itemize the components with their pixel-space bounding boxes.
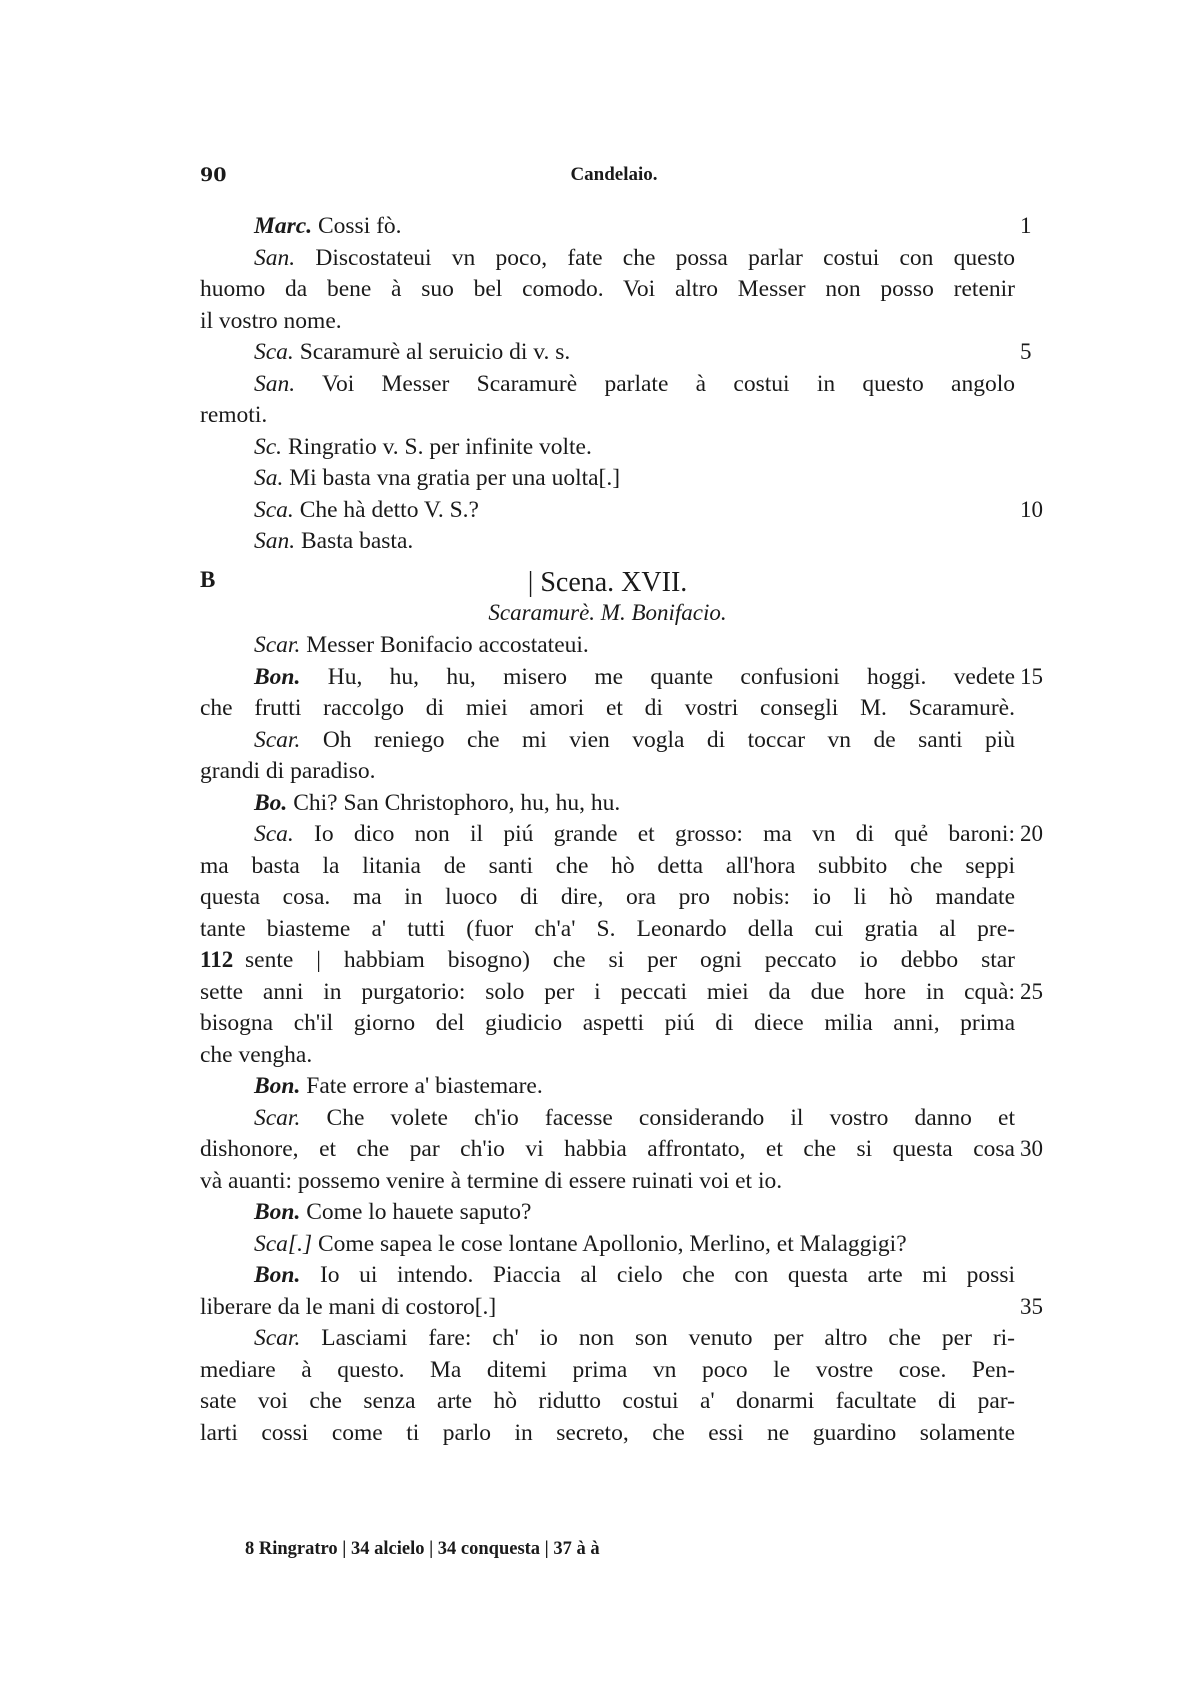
running-title: Candelaio. xyxy=(570,164,658,185)
speaker-label: Bon. xyxy=(254,1262,301,1288)
line-text: grandi di paradiso. xyxy=(200,758,376,784)
text-line xyxy=(200,211,1015,241)
line-text: Chi? San Christophoro, hu, hu, hu. xyxy=(293,789,621,816)
speaker-label: Bo. xyxy=(254,789,288,816)
speaker-label: Marc. xyxy=(254,213,313,239)
text-line xyxy=(200,495,1015,525)
text-line xyxy=(200,914,1015,944)
text-line xyxy=(200,1134,1015,1164)
speaker-label: Sc. xyxy=(254,433,283,460)
text-line xyxy=(200,369,1015,399)
speaker-label: Scar. xyxy=(254,1325,301,1351)
speaker-label: Sa. xyxy=(254,465,284,491)
speaker-label: Bon. xyxy=(254,1073,301,1099)
speaker-label: Bon. xyxy=(254,1199,301,1225)
text-line xyxy=(200,977,1015,1007)
speaker-label: Scar. xyxy=(254,1104,301,1131)
line-number: 35 xyxy=(1020,1293,1043,1319)
speaker-label: Scar. xyxy=(254,632,301,658)
text-line xyxy=(200,1103,1015,1133)
text-line xyxy=(200,882,1015,912)
line-text: mediare à questo. Ma ditemi prima vn poco le vostre cose. Pen- xyxy=(200,1356,1015,1383)
line-text: Fate errore a' biastemare. xyxy=(306,1073,543,1099)
running-head xyxy=(200,164,1028,188)
line-text: Hu, hu, hu, misero me quante confusioni hoggi. vedete xyxy=(327,663,1016,690)
line-text: Che hà detto V. S.? xyxy=(299,496,479,523)
line-text: Cossi fò. xyxy=(317,213,402,239)
text-line xyxy=(200,1323,1015,1353)
text-line xyxy=(200,1355,1015,1385)
line-text: Ringratio v. S. per infinite volte. xyxy=(287,433,592,460)
line-text: Voi Messer Scaramurè parlate à costui in questo angolo xyxy=(322,370,1015,397)
line-text: Come lo hauete saputo? xyxy=(306,1199,532,1225)
margin-page-number: 112 xyxy=(200,947,234,972)
text-line xyxy=(200,693,1015,723)
text-line xyxy=(200,274,1015,304)
line-text: huomo da bene à suo bel comodo. Voi altro Messer non posso retenir xyxy=(200,276,1015,302)
line-number: 15 xyxy=(1020,663,1043,689)
line-text: tante biasteme a' tutti (fuor ch'a' S. Leonardo della cui gratia al pre- xyxy=(200,915,1015,942)
scene-title: | Scena. XVII. xyxy=(527,567,688,598)
line-text: Io dico non il piú grande et grosso: ma vn di quẻ baroni: xyxy=(314,821,1015,847)
text-line xyxy=(200,756,1015,786)
text-line xyxy=(245,945,1015,975)
text-line xyxy=(200,1071,1015,1101)
footnote: 8 Ringratro | 34 alcielo | 34 conquesta | 37 à à xyxy=(245,1539,600,1559)
line-text: Lasciami fare: ch' io non son venuto per altro che per ri- xyxy=(321,1325,1015,1351)
line-number: 1 xyxy=(1020,213,1032,238)
text-line xyxy=(200,819,1015,849)
text-line xyxy=(200,630,1015,660)
line-text: ma basta la litania de santi che hò detta all'hora subbito che seppi xyxy=(200,852,1015,879)
line-text: che vengha. xyxy=(200,1041,313,1068)
line-number: 30 xyxy=(1020,1136,1043,1161)
text-line xyxy=(200,662,1015,692)
text-line xyxy=(200,851,1015,881)
line-text: Scaramurè al seruicio di v. s. xyxy=(299,339,571,365)
speaker-label: Scar. xyxy=(254,726,301,753)
text-line xyxy=(200,725,1015,755)
speaker-label: Sca[.] xyxy=(254,1230,313,1257)
speaker-label: San. xyxy=(254,244,296,271)
text-line xyxy=(200,337,1015,367)
line-number: 10 xyxy=(1020,496,1043,522)
text-line xyxy=(200,1008,1015,1038)
text-line xyxy=(200,1229,1015,1259)
text-line xyxy=(200,400,1015,430)
speaker-label: Sca. xyxy=(254,821,294,847)
line-text: sente | habbiam bisogno) che si per ogni peccato io debbo star xyxy=(245,947,1015,973)
line-text: bisogna ch'il giorno del giudicio aspetti piú di diece milia anni, prima xyxy=(200,1010,1015,1036)
speaker-label: Sca. xyxy=(254,496,294,523)
text-line xyxy=(200,1197,1015,1227)
text-line xyxy=(200,788,1015,818)
line-number: 20 xyxy=(1020,821,1043,846)
line-text: Discostateui vn poco, fate che possa parlar costui con questo xyxy=(315,244,1016,271)
text-line xyxy=(200,432,1015,462)
speaker-label: San. xyxy=(254,528,296,554)
line-number: 25 xyxy=(1020,978,1043,1004)
text-line xyxy=(200,1260,1015,1290)
speaker-label: Sca. xyxy=(254,339,294,365)
line-text: Che volete ch'io facesse considerando il vostro danno et xyxy=(326,1104,1016,1131)
text-line xyxy=(200,1418,1015,1448)
line-number: 5 xyxy=(1020,339,1032,364)
line-text: Oh reniego che mi vien vogla di toccar vn de santi più xyxy=(322,726,1015,753)
text-line xyxy=(200,526,1015,556)
line-text: Io ui intendo. Piaccia al cielo che con questa arte mi possi xyxy=(319,1262,1016,1288)
line-text: larti cossi come ti parlo in secreto, che essi ne guardino solamente xyxy=(200,1419,1015,1446)
margin-mark: B xyxy=(200,567,216,592)
line-text: Come sapea le cose lontane Apollonio, Merlino, et Malaggigi? xyxy=(317,1230,907,1257)
line-text: liberare da le mani di costoro[.] xyxy=(200,1293,497,1320)
scene-characters: Scaramurè. M. Bonifacio. xyxy=(488,600,727,625)
text-line xyxy=(200,463,1015,493)
line-text: Mi basta vna gratia per una uolta[.] xyxy=(289,465,621,491)
line-text: Basta basta. xyxy=(301,528,414,554)
line-text: sette anni in purgatorio: solo per i peccati miei da due hore in cquà: xyxy=(200,978,1015,1005)
text-line xyxy=(200,1166,1015,1196)
speaker-label: Bon. xyxy=(254,663,301,690)
line-text: remoti. xyxy=(200,402,268,428)
line-text: che frutti raccolgo di miei amori et di vostri consegli M. Scaramurè. xyxy=(200,695,1015,721)
page-number: 90 xyxy=(200,164,227,186)
line-text: il vostro nome. xyxy=(200,307,342,334)
text-line xyxy=(200,243,1015,273)
line-text: sate voi che senza arte hò ridutto costui a' donarmi facultate di par- xyxy=(200,1388,1015,1414)
text-line xyxy=(200,1292,1015,1322)
speaker-label: San. xyxy=(254,370,296,397)
text-line xyxy=(200,306,1015,336)
text-line xyxy=(200,1040,1015,1070)
line-text: dishonore, et che par ch'io vi habbia affrontato, et che si questa cosa xyxy=(200,1136,1015,1162)
text-line xyxy=(200,1386,1015,1416)
line-text: questa cosa. ma in luoco di dire, ora pro nobis: io li hò mandate xyxy=(200,884,1015,910)
line-text: Messer Bonifacio accostateui. xyxy=(306,632,589,658)
line-text: và auanti: possemo venire à termine di essere ruinati voi et io. xyxy=(200,1167,783,1194)
